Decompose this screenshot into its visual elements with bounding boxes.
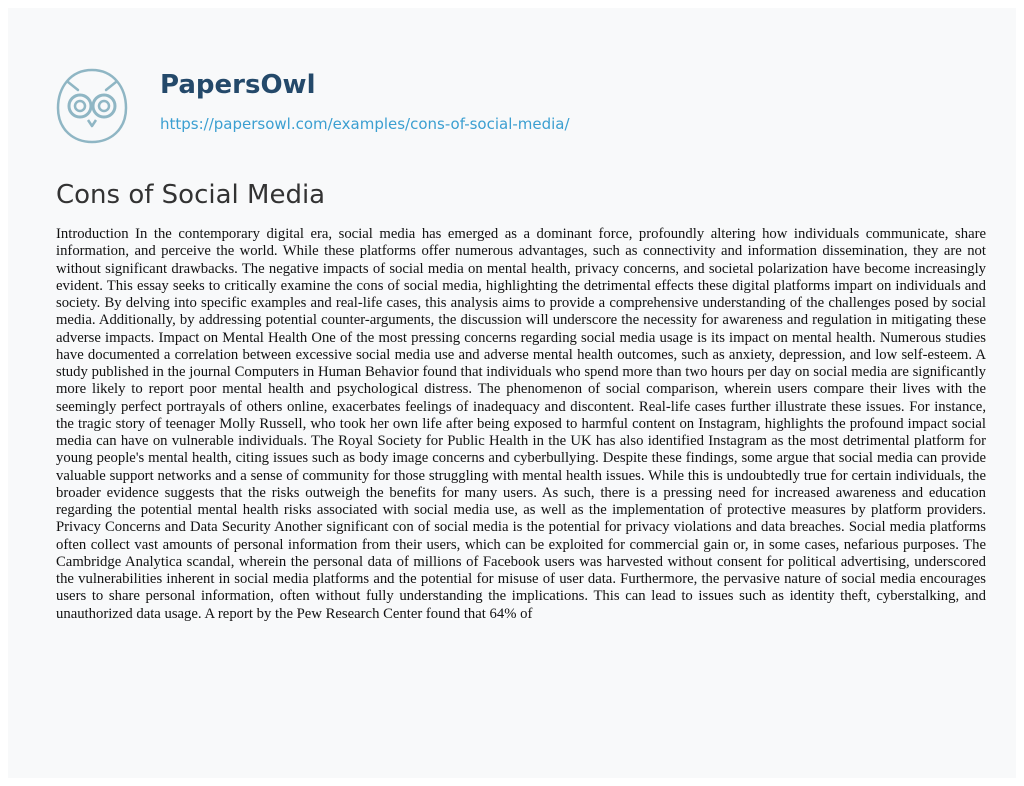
essay-body-text: Introduction In the contemporary digital era, social media has emerged as a dominant force, profoundly altering how individuals communicate, share information, and perceive the world. While these platforms offer numerous advantages, such as connectivity and information dissemination, they are not without significant drawbacks. The negative impacts of social media on mental health, privacy concerns, and societal polarization have become increasingly evident. This essay seeks to critically examine the cons of social media, highlighting the detrimental effects these digital platforms impart on individuals and society. By delving into specific examples and real-life cases, this analysis aims to provide a comprehensive understanding of the challenges posed by social media. Additionally, by addressing potential counter-arguments, the discussion will underscore the necessity for awareness and regulation in mitigating these adverse impacts. Impact on Mental Health One of the most pressing concerns regarding social media usage is its impact on mental health. Numerous studies have documented a correlation between excessive social media use and adverse mental health outcomes, such as anxiety, depression, and low self-esteem. A study published in the journal Computers in Human Behavior found that individuals who spend more than two hours per day on social media are significantly more likely to report poor mental health and psychological distress. The phenomenon of social comparison, wherein users compare their lives with the seemingly perfect portrayals of others online, exacerbates feelings of inadequacy and discontent. Real-life cases further illustrate these issues. For instance, the tragic story of teenager Molly Russell, who took her own life after being exposed to harmful content on Instagram, highlights the profound impact social media can have on vulnerable individuals. The Royal Society for Public Health in the UK has also identified Instagram as the most detrimental platform for young people's mental health, citing issues such as body image concerns and cyberbullying. Despite these findings, some argue that social media can provide valuable support networks and a sense of community for those struggling with mental health issues. While this is undoubtedly true for certain individuals, the broader evidence suggests that the risks outweigh the benefits for many users. As such, there is a pressing need for increased awareness and education regarding the potential mental health risks associated with social media use, as well as the implementation of protective measures by platform providers. Privacy Concerns and Data Security Another significant con of social media is the potential for privacy violations and data breaches. Social media platforms often collect vast amounts of personal information from their users, which can be exploited for commercial gain or, in some cases, nefarious purposes. The Cambridge Analytica scandal, wherein the personal data of millions of Facebook users was harvested without consent for political advertising, underscored the vulnerabilities inherent in social media platforms and the potential for misuse of user data. Furthermore, the pervasive nature of social media encourages users to share personal information, often without fully understanding the implications. This can lead to issues such as identity theft, cyberstalking, and unauthorized data usage. A report by the Pew Research Center found that 64% of xyxy=(56,226,986,622)
document-card xyxy=(8,8,1016,778)
source-url-link[interactable]: https://papersowl.com/examples/cons-of-social-media/ xyxy=(160,115,570,133)
owl-logo-icon xyxy=(52,66,132,146)
page-title: Cons of Social Media xyxy=(56,180,326,210)
brand-name[interactable]: PapersOwl xyxy=(160,70,316,100)
